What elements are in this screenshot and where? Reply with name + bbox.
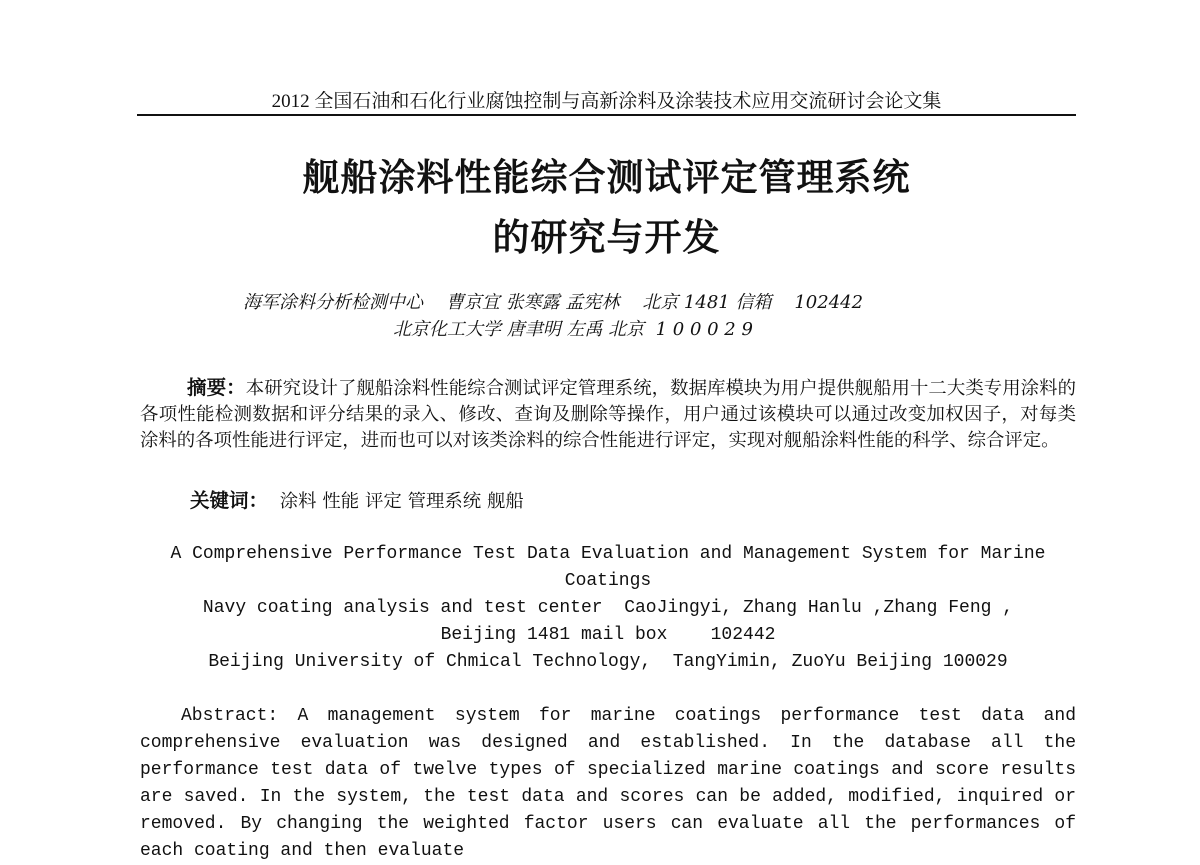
- english-title-line-1: A Comprehensive Performance Test Data Evaluation and Management System for Marine: [170, 544, 1046, 564]
- keywords: [190, 488, 524, 515]
- affiliation-line-1: 海军涂料分析检测中心 曹京宜 张寒露 孟宪林 北京 1481 信箱 102442: [243, 292, 864, 313]
- english-abstract-text: Abstract: A management system for marine coatings performance test data and comprehensive evaluation was designed and established. In the database all the performance test data of twelve types of specialized marine coatings and score results are saved. In the system, the test data and scores can be added, modified, inquired or removed. By changing the weighted factor users can evaluate all the performances of each coating and then evaluate: [140, 706, 1076, 861]
- abstract-label: 摘要：: [187, 376, 246, 399]
- english-affiliation-line-2: Beijing 1481 mail box 102442: [440, 625, 776, 645]
- keywords-label: 关键词：: [190, 489, 269, 512]
- chinese-abstract: [140, 375, 1076, 454]
- proceedings-header: 2012 全国石油和石化行业腐蚀控制与高新涂料及涂装技术应用交流研讨会论文集: [271, 91, 942, 112]
- keywords-text: 涂料 性能 评定 管理系统 舰船: [268, 491, 524, 512]
- english-abstract: [140, 703, 1076, 865]
- english-affiliation-line-3: Beijing University of Chmical Technology, TangYimin, ZuoYu Beijing 100029: [208, 652, 1008, 672]
- paper-title-line-2: 的研究与开发: [492, 216, 721, 259]
- english-affiliation-line-1: Navy coating analysis and test center CaoJingyi, Zhang Hanlu ,Zhang Feng ,: [202, 598, 1014, 618]
- paper-title-line-1: 舰船涂料性能综合测试评定管理系统: [302, 156, 911, 199]
- english-title-line-2: Coatings: [564, 571, 652, 591]
- affiliation-line-2: 北京化工大学 唐聿明 左禹 北京 1 0 0 0 2 9: [393, 319, 753, 340]
- header-rule: [137, 114, 1076, 116]
- abstract-text: 本研究设计了舰船涂料性能综合测试评定管理系统，数据库模块为用户提供舰船用十二大类专用涂料的各项性能检测数据和评分结果的录入、修改、查询及删除等操作，用户通过该模块可以通过改变加权因子，对每类涂料的各项性能进行评定，进而也可以对该类涂料的综合性能进行评定，实现对舰船涂料性能的科学、综合评定。: [140, 378, 1076, 451]
